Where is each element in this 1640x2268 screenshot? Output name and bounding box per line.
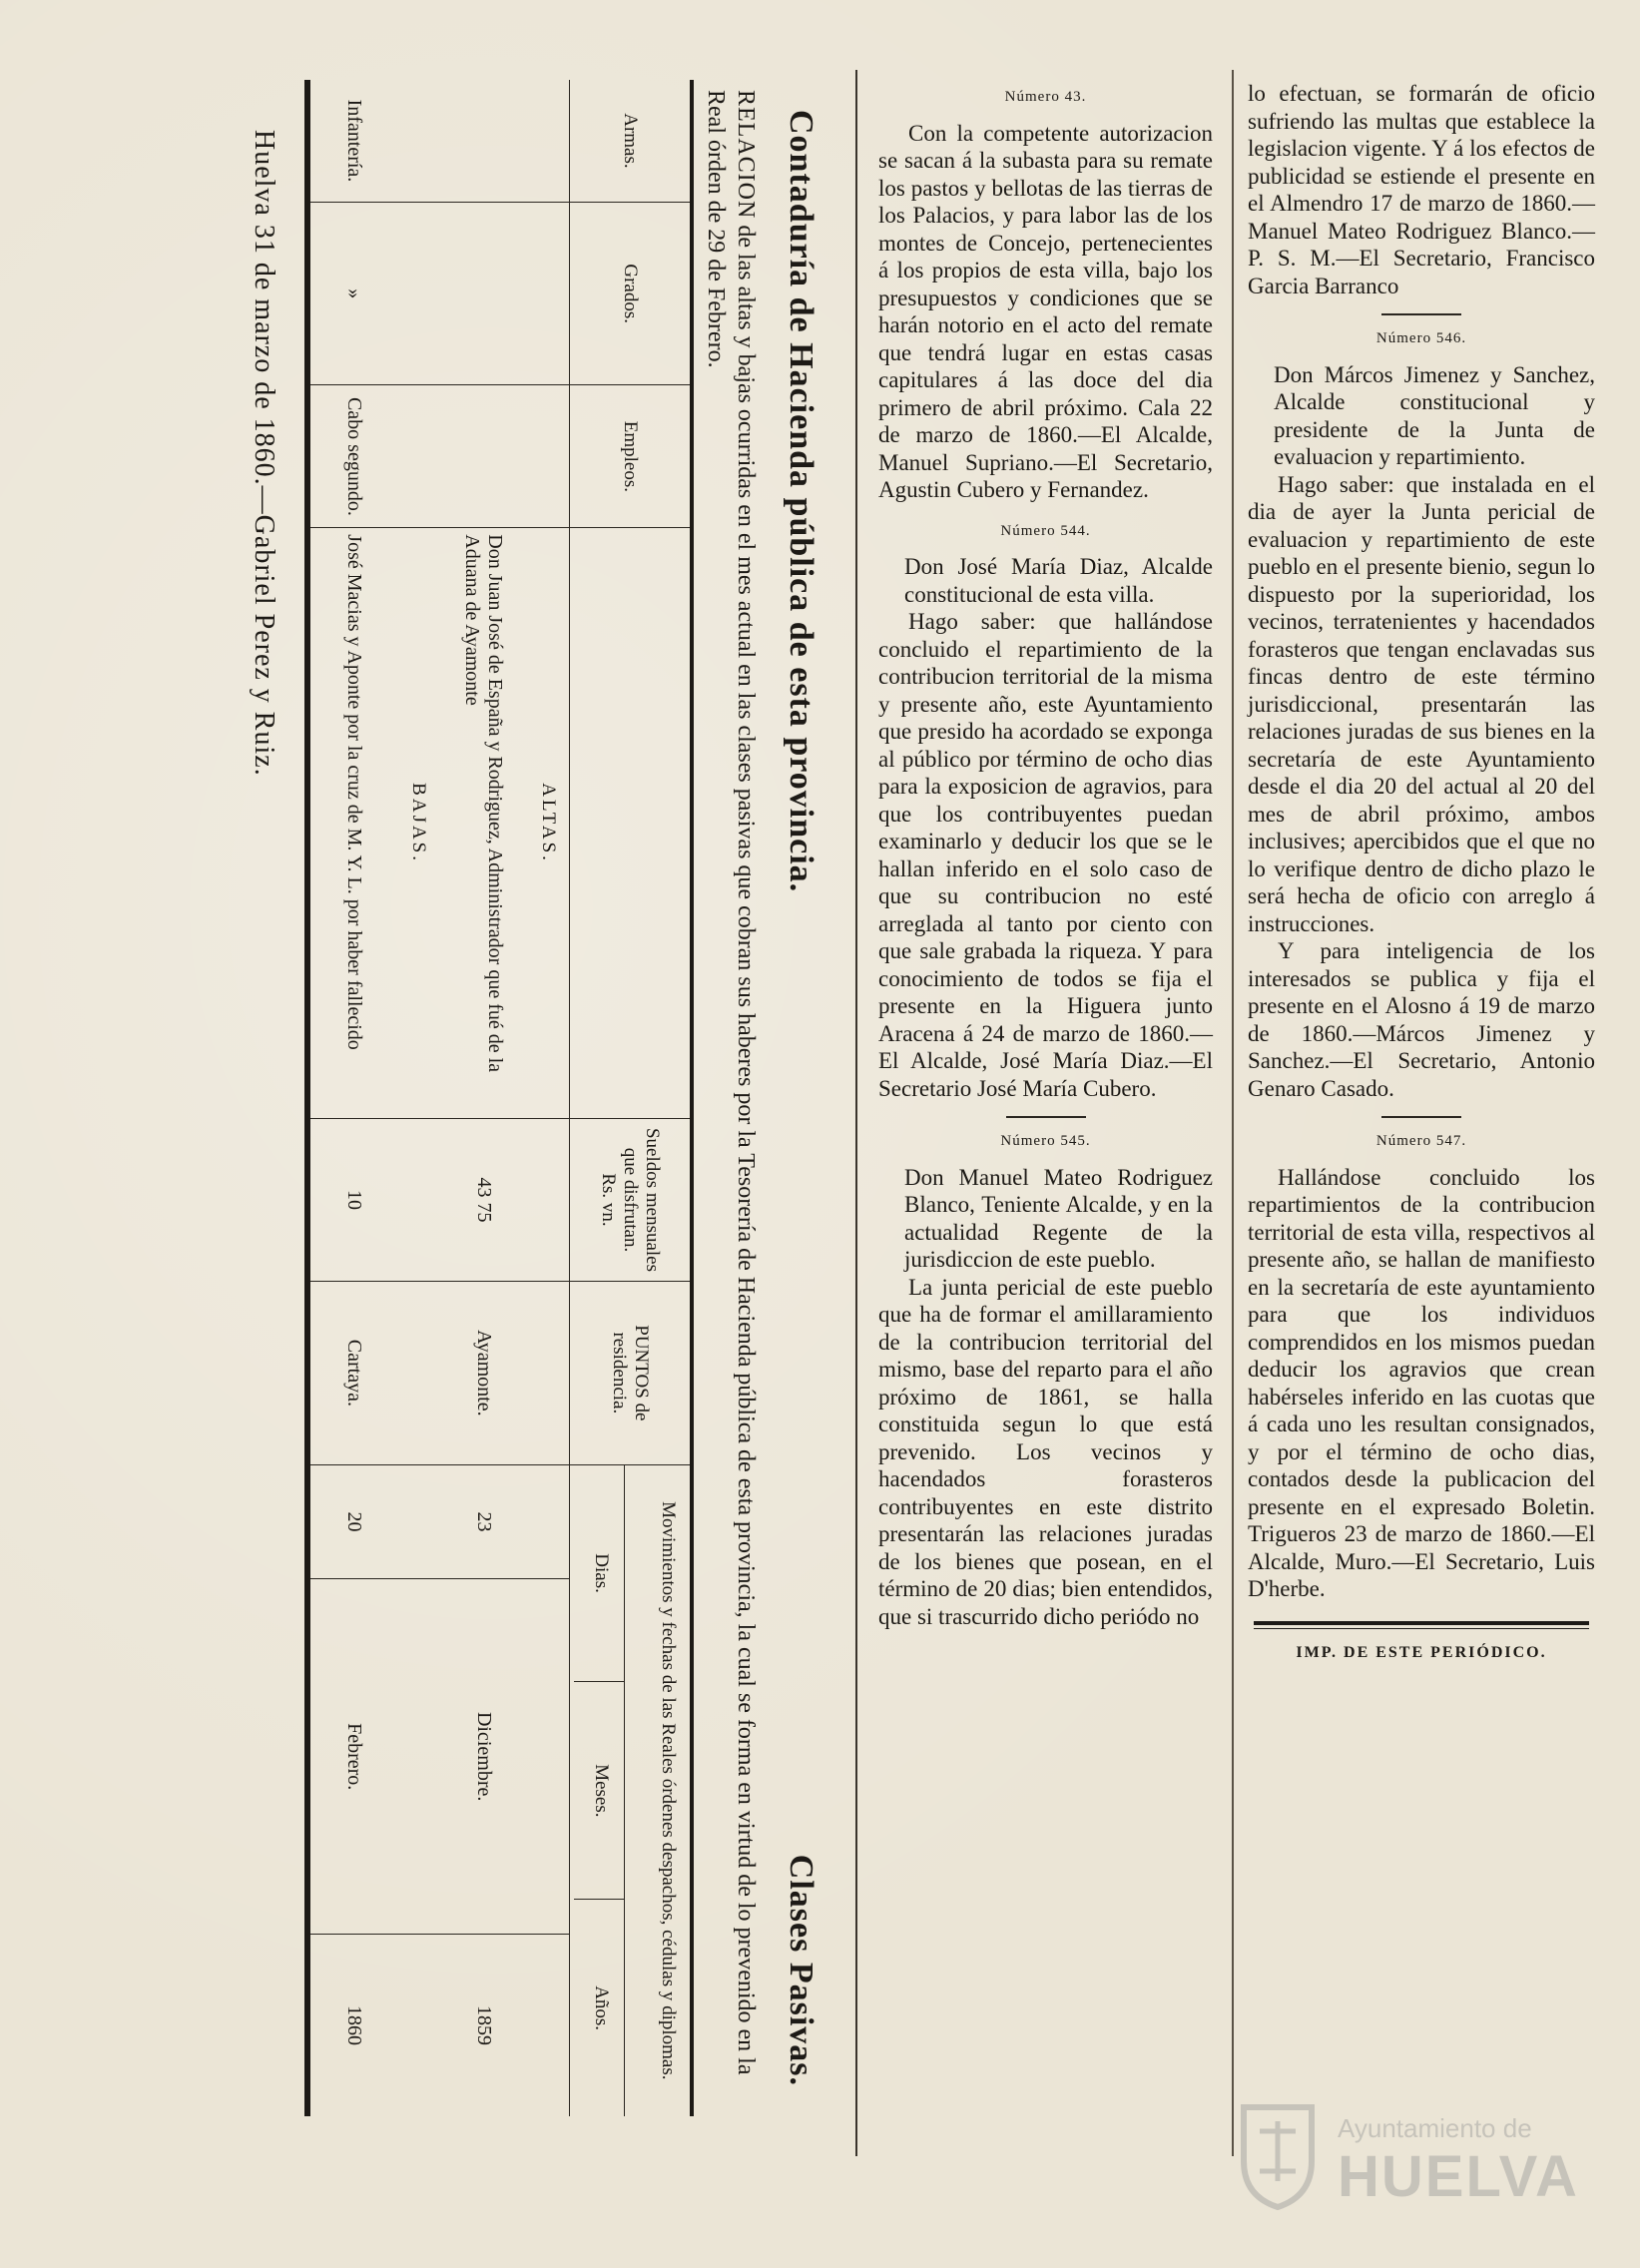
separator-rule [1381, 1116, 1461, 1118]
sueldos-unit: Rs. vn. [598, 1173, 619, 1227]
rotated-section [180, 70, 838, 2126]
separator-rule [1381, 313, 1461, 315]
col-sueldos [570, 1118, 691, 1281]
imprenta-line: IMP. DE ESTE PERIÓDICO. [1296, 1643, 1547, 1661]
col-grados: Grados. [570, 202, 691, 385]
col-nombres [570, 528, 691, 1119]
altas-label: ALTAS. [527, 528, 570, 1119]
cell-empleos [440, 385, 527, 528]
notice-547-text: Hallándose concluido los repartimientos de la contribucion territorial de esta villa, respectivos al presente año, se hallan de manifiesto en la secretaría de este ayuntamiento para que los individuos comprendidos en los mismos puedan deducir los agravios que crean habérseles inferido en las cuotas que á cada uno les resultan consignados, y por el término de ocho dias, contados desde la publicacion del presente en el expresado Boletin. Trigueros 23 de marzo de 1860.—El Alcalde, Muro.—El Secretario, Luis D'herbe. [1248, 1164, 1595, 1601]
cell-sueldo: 43 75 [440, 1118, 527, 1281]
notice-546-text-1: Hago saber: que instalada en el dia de ayer la Junta pericial de evaluacion y repartimiento de este pueblo en el presente bienio, segun lo dispuesto por la superioridad, los vecinos, terratenientes y hacendados forasteros que tengan enclavadas sus fincas dentro de este término jurisdiccional, presentarán las relaciones juradas de sus bienes en la secretaría de este Ayuntamiento desde el dia 20 del actual al 20 del mes de abril próximo, ambos inclusives; apercibidos que el que no lo verifique dentro de dicho plazo le será hecha de oficio con arreglo á instrucciones. [1248, 471, 1595, 936]
col-puntos: PUNTOS de residencia. [570, 1282, 691, 1465]
col-meses: Meses. [575, 1682, 625, 1900]
notice-546-text-2: Y para inteligencia de los interesados se publica y fija el presente en el Alosno á 19 de marzo de 1860.—Márcos Jimenez y Sanchez.—El Secretario, Antonio Genaro Casado. [1248, 938, 1595, 1101]
cell-ano: 1860 [343, 2005, 366, 2046]
relacion-footer: Huelva 31 de marzo de 1860.—Gabriel Perez y Ruiz. [249, 130, 279, 777]
cell-armas: Infantería. [310, 80, 397, 202]
notice-544-heading: Don José María Diaz, Alcalde constitucional de esta villa. [904, 554, 1213, 607]
text-column-1 [878, 78, 1213, 1630]
notice-number-43: Número 43. [1004, 89, 1087, 105]
heading-clases-pasivas: Clases Pasivas. [783, 1854, 820, 2086]
watermark-line-1: Ayuntamiento de [1338, 2113, 1532, 2143]
separator-rule [1006, 1116, 1086, 1118]
notice-number-545: Número 545. [1000, 1133, 1091, 1149]
cell-ano: 1859 [472, 2005, 495, 2046]
notice-545-text: La junta pericial de este pueblo que ha de formar el amillaramiento de la contribucion territorial del mismo, base del reparto para el año próximo de 1861, se halla constituida segun lo que está prevenido. Los vecinos y hacendados forasteros contribuyentes en este distrito presentarán las relaciones juradas de los bienes que posean, en el término de 20 dias; bien entendidos, que si trascurrido dicho periódo no [878, 1274, 1213, 1629]
cell-mes: Diciembre. [440, 1579, 527, 1935]
column-divider [1232, 70, 1234, 2156]
bajas-label: BAJAS. [397, 528, 439, 1119]
cell-grados: » [310, 202, 397, 385]
notice-number-547: Número 547. [1375, 1133, 1467, 1149]
cell-empleos: Cabo segundo. [310, 385, 397, 528]
double-rule [1254, 1621, 1589, 1629]
notice-546-heading: Don Márcos Jimenez y Sanchez, Alcalde constitucional y presidente de la Junta de evaluacion y repartimiento. [1274, 361, 1595, 469]
cell-dia: 23 [440, 1464, 527, 1579]
relacion-lead: RELACION [733, 90, 759, 220]
cell-grados [440, 202, 527, 385]
altas-bajas-table [304, 80, 694, 2116]
cell-sueldo: 10 [310, 1118, 397, 1281]
section-heading [771, 110, 830, 2086]
cell-dia: 20 [310, 1464, 397, 1579]
col-armas: Armas. [570, 80, 691, 202]
cell-nombre: José Macias y Aponte por la cruz de M. Y. L. por haber fallecido [310, 528, 397, 1119]
relacion-body: de las altas y bajas ocurridas en el mes actual en las clases pasivas que cobran sus haberes por la Tesorería de Hacienda pública de esta provincia, la cual se forma en virtud de lo prevenido en la Real órden de 29 de Febrero. [703, 90, 759, 2075]
notice-number-544: Número 544. [1000, 522, 1091, 539]
notice-number-546: Número 546. [1375, 330, 1467, 346]
table-row [440, 80, 527, 2116]
heading-contaduria: Contaduría de Hacienda pública de esta provincia. [783, 110, 820, 893]
huelva-shield-icon [1238, 2101, 1318, 2211]
cell-nombre: Don Juan José de España y Rodriguez, Administrador que fué de la Aduana de Ayamonte [440, 528, 527, 1119]
sueldos-label: Sueldos mensuales que disfrutan. [620, 1127, 663, 1273]
column-divider [855, 70, 857, 2156]
table-row [310, 80, 397, 2116]
movimientos-label: Movimientos y fechas de las Reales órdenes despachos, cédulas y diplomas. [625, 1465, 686, 2116]
col-movimientos [570, 1464, 691, 2116]
col-dias: Dias. [575, 1465, 625, 1683]
cell-armas [440, 80, 527, 202]
text-column-2 [1248, 80, 1595, 1666]
watermark-line-2: HUELVA [1338, 2144, 1579, 2209]
cell-residencia: Ayamonte. [440, 1282, 527, 1465]
notice-544-text: Hago saber: que hallándose concluido el repartimiento de la contribucion territorial de la misma y presente año, este Ayuntamiento que presido ha acordado se exponga al público por término de ocho dias para la exposicion de agravios, para que los contribuyentes puedan examinarlo y deducir los que se le hallan inferido en el solo caso de que su contribucion no esté arreglada al tanto por ciento con que sale grabada la riqueza. Y para conocimiento de todos se fija el presente en la Higuera junto Aracena á 24 de marzo de 1860.—El Alcalde, José María Diaz.—El Secretario José María Cubero. [878, 609, 1213, 1101]
col-anos: Años. [591, 1985, 613, 2031]
notice-545-heading: Don Manuel Mateo Rodriguez Blanco, Teniente Alcalde, y en la actualidad Regente de la jurisdiccion de este pueblo. [904, 1164, 1213, 1272]
relacion-intro [701, 90, 761, 2106]
cell-residencia: Cartaya. [310, 1282, 397, 1465]
col-empleos: Empleos. [570, 385, 691, 528]
watermark [1238, 2091, 1577, 2241]
cell-mes: Febrero. [310, 1579, 397, 1935]
notice-43-text: Con la competente autorizacion se sacan á la subasta para su remate los pastos y bellotas de las tierras de los Palacios, y para labor las de los montes de Concejo, pertenecientes á los propios de esta villa, bajo los presupuestos y condiciones que se harán notorio en el acto del remate que tendrá lugar en estas casas capitulares á las doce del dia primero de abril próximo. Cala 22 de marzo de 1860.—El Alcalde, Manuel Supriano.—El Secretario, Agustin Cubero y Fernandez. [878, 120, 1213, 502]
notice-545-continuation: lo efectuan, se formarán de oficio sufriendo las multas que establece la legislacion vigente. Y á los efectos de publicidad se estiende el presente en el Almendro 17 de marzo de 1860.—Manuel Mateo Rodriguez Blanco.—P. S. M.—El Secretario, Francisco Garcia Barranco [1248, 81, 1595, 298]
